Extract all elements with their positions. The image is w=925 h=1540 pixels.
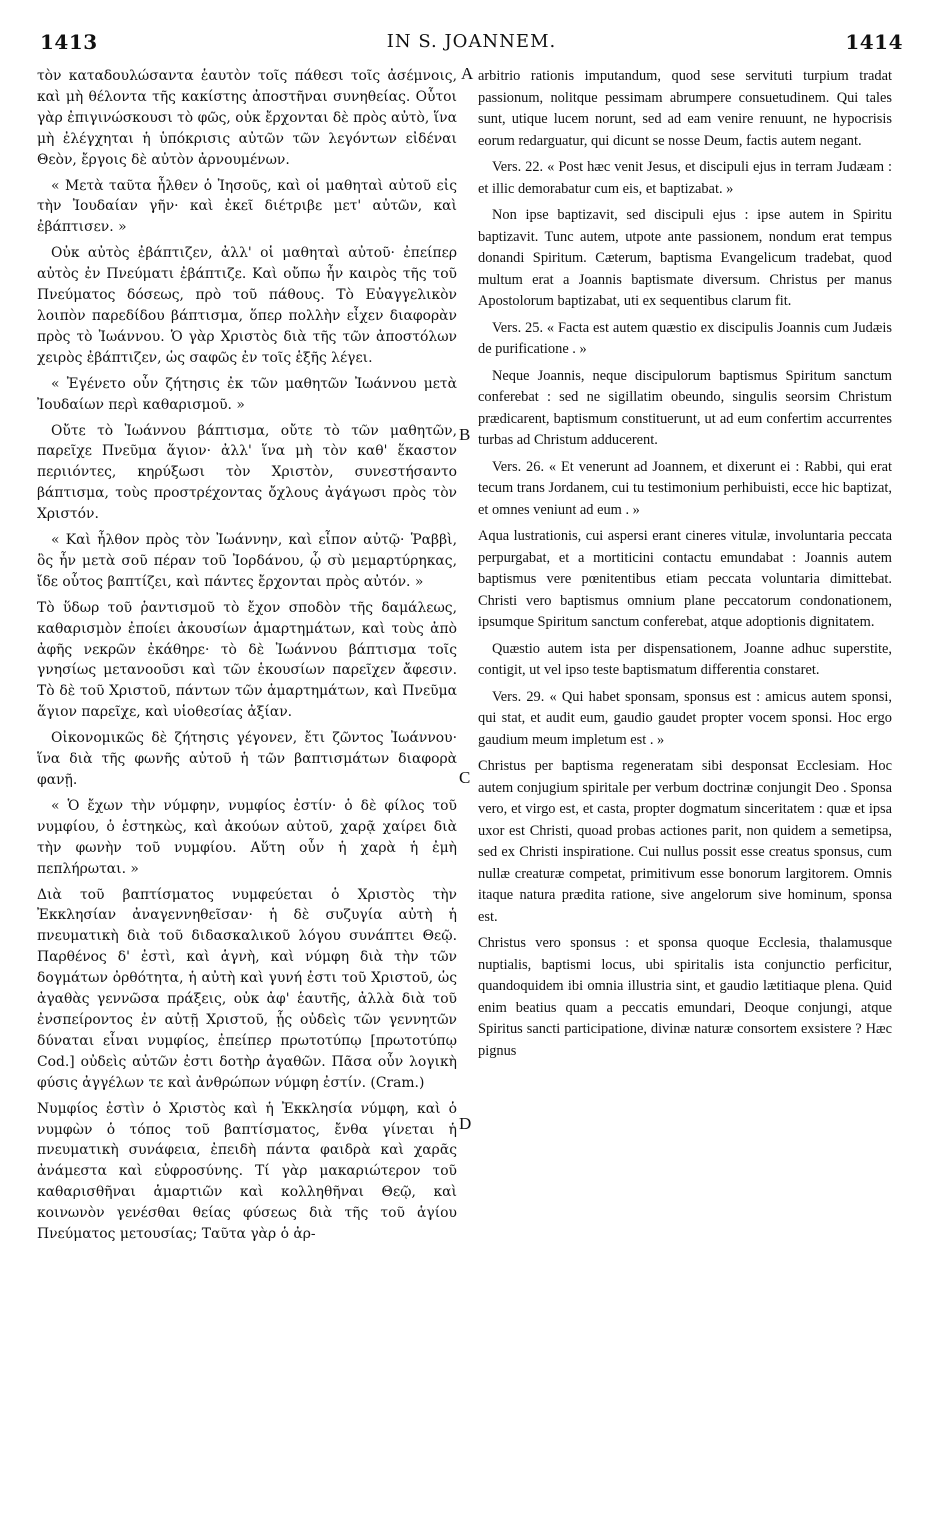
greek-paragraph: Οἰκονομικῶς δὲ ζήτησις γέγονεν, ἔτι ζῶντος Ἰωάννου· ἵνα διὰ τῆς φωνῆς αὐτοῦ ἡ τῶν βαπτισμάτων διαφορὰ φανῇ. (37, 730, 457, 788)
page-number-right: 1414 (845, 30, 903, 54)
greek-paragraph: τὸν καταδουλώσαντα ἑαυτὸν τοῖς πάθεσι τοῖς ἀσέμνοις, καὶ μὴ θέλοντα τῆς κακίστης ἀποστῆναι συνηθείας. Οὗτοι γὰρ ἐπιγινώσκουσι τὸ φῶς, οὐκ ἔρχονται δὲ πρὸς αὐτὸ, ἵνα μὴ ἐλέγχηται ἡ ὑπόκρισις αὐτῶν τῶν λεγόντων εἰδέναι Θεὸν, ἔργοις δὲ αὐτὸν ἀρνουμένων. (37, 68, 457, 168)
latin-verse-quote: Vers. 29. « Qui habet sponsam, sponsus est : amicus autem sponsi, qui stat, et audit eum, gaudio gaudet propter vocem sponsi. Hoc ergo gaudium meum impletum est . » (478, 688, 892, 748)
margin-letter-a: A (461, 64, 474, 83)
latin-verse-quote: Vers. 22. « Post hæc venit Jesus, et discipuli ejus in terram Judæam : et illic demorabatur cum eis, et baptizabat. » (478, 159, 892, 197)
greek-paragraph: Τὸ ὕδωρ τοῦ ῥαντισμοῦ τὸ ἔχον σποδὸν τῆς δαμάλεως, καθαρισμὸν ἐποίει ἀκουσίων ἁμαρτημάτων, καὶ τοὺς ἀπὸ ἀφῆς νεκρῶν ἐκάθηρε· τὸ δὲ Ἰωάννου βάπτισμα τοῖς γνησίως μετανοοῦσι καὶ τῶν ἑκουσίων παρεῖχεν ἄφεσιν. Τὸ δὲ τοῦ Χριστοῦ, πάντων τῶν ἁμαρτημάτων, καὶ Πνεῦμα ἅγιον παρεῖχε, καὶ υἱοθεσίας ἀξίαν. (37, 599, 457, 721)
latin-paragraph: Neque Joannis, neque discipulorum baptismus Spiritum sanctum conferebat : sed ne sigillatim obeundo, singulis seorsim Christum prædicarent, baptismum constituerunt, ut ad eum confertim accurrentes turbas ad Christum adducerent. (478, 367, 892, 448)
page-header (40, 30, 903, 60)
latin-paragraph: Quæstio autem ista per dispensationem, Joanne adhuc superstite, contigit, ut vel ipso teste baptismatum differentia constaret. (478, 640, 892, 678)
greek-verse-quote: « Μετὰ ταῦτα ἦλθεν ὁ Ἰησοῦς, καὶ οἱ μαθηταὶ αὐτοῦ εἰς τὴν Ἰουδαίαν γῆν· καὶ ἐκεῖ διέτριβε μετ' αὐτῶν, καὶ ἐβάπτισεν. » (37, 177, 457, 236)
latin-column (478, 66, 892, 1067)
latin-paragraph: Aqua lustrationis, cui aspersi erant cineres vitulæ, involuntaria peccata perpurgabat, et a mortiticini contactu emundabat : Joannis autem baptismus vere pœnitentibus etiam peccata voluntaria dimittebat. Christi vero baptismus omnium plane peccatorum condonationem, ipsumque Spiritum sanctum conferebat, atque adoptionis dignitatem. (478, 528, 892, 630)
latin-paragraph: Non ipse baptizavit, sed discipuli ejus : ipse autem in Spiritu baptizavit. Tunc autem, utpote ante passionem, nondum erat tempus donandi Spiritum. Cæterum, baptisma Evangelicum tradebat, quod multum erat a Joannis baptismate diversum. Christus per manus Apostolorum baptizabat, uti ex sequentibus clarum fit. (478, 207, 892, 309)
greek-verse-quote: « Καὶ ἦλθον πρὸς τὸν Ἰωάννην, καὶ εἶπον αὐτῷ· Ῥαββὶ, ὃς ἦν μετὰ σοῦ πέραν τοῦ Ἰορδάνου, ᾧ σὺ μεμαρτύρηκας, ἴδε οὗτος βαπτίζει, καὶ πάντες ἔρχονται πρὸς αὐτόν. » (37, 532, 457, 590)
latin-verse-quote: Vers. 26. « Et venerunt ad Joannem, et dixerunt ei : Rabbi, qui erat tecum trans Jordanem, cui tu testimonium perhibuisti, ecce hic baptizat, et omnes veniunt ad eum . » (478, 458, 892, 518)
margin-letter-c: C (459, 768, 471, 787)
greek-verse-quote: « Ὁ ἔχων τὴν νύμφην, νυμφίος ἐστίν· ὁ δὲ φίλος τοῦ νυμφίου, ὁ ἑστηκὼς, καὶ ἀκούων αὐτοῦ, χαρᾷ χαίρει διὰ τὴν φωνὴν τοῦ νυμφίου. Αὕτη οὖν ἡ χαρὰ ἡ ἐμὴ πεπλήρωται. » (37, 797, 457, 877)
greek-column (37, 66, 457, 1250)
greek-paragraph: Οὔτε τὸ Ἰωάννου βάπτισμα, οὔτε τὸ τῶν μαθητῶν, παρεῖχε Πνεῦμα ἅγιον· ἀλλ' ἵνα μὴ τὸν καθ' ἕκαστον περιιόντες, κηρύξωσι τὸν Χριστὸν, συνεστήσαντο βάπτισμα, τοὺς προστρέχοντας ὄχλους ἀγάγωσι πρὸς τὸν Χριστόν. (37, 422, 457, 523)
greek-verse-quote: « Ἐγένετο οὖν ζήτησις ἐκ τῶν μαθητῶν Ἰωάννου μετὰ Ἰουδαίων περὶ καθαρισμοῦ. » (37, 375, 457, 413)
greek-paragraph: Νυμφίος ἐστὶν ὁ Χριστὸς καὶ ἡ Ἐκκλησία νύμφη, καὶ ὁ νυμφὼν ὁ τόπος τοῦ βαπτίσματος, ἔνθα γίνεται ἡ πνευματικὴ συνάφεια, ἐπειδὴ πάντα φαιδρὰ καὶ χαρᾶς ἀνάμεστα καὶ εὐφροσύνης. Τί γὰρ μακαριώτερον τοῦ καθαρισθῆναι ἁμαρτιῶν καὶ κολληθῆναι Θεῷ, καὶ κοινωνὸν γενέσθαι θείας φύσεως διὰ τῆς τοῦ ἁγίου Πνεύματος μετουσίας; Ταῦτα γὰρ ὁ ἀρ- (37, 1100, 457, 1243)
latin-paragraph: arbitrio rationis imputandum, quod sese servituti turpium tradat passionum, nolitque pessimam abrumpere consuetudinem. Qui tales sunt, utique lucem norunt, sed ad eam venire renuunt, ne hypocrisis eorum redarguatur, qui dicunt se nosse Deum, factis autem negant. (478, 68, 892, 149)
greek-paragraph: Οὐκ αὐτὸς ἐβάπτιζεν, ἀλλ' οἱ μαθηταὶ αὐτοῦ· ἐπείπερ αὐτὸς ἐν Πνεύματι ἐβάπτιζε. Καὶ οὔπω ἦν καιρὸς τῆς τοῦ Πνεύματος δόσεως, πρὸ τοῦ πάθους. Τὸ Εὐαγγελικὸν λοιπὸν παρεδίδου βάπτισμα, ὅπερ πολλὴν εἶχεν διαφορὰν πρὸς τὸ Ἰωάννου. Ὁ γὰρ Χριστὸς διὰ τῆς τῶν ἀποστόλων χειρὸς ἐβάπτιζεν, ὡς σαφῶς ἐν τοῖς ἑξῆς λέγει. (37, 245, 457, 366)
page-number-left: 1413 (40, 30, 98, 54)
latin-paragraph: Christus vero sponsus : et sponsa quoque Ecclesia, thalamusque nuptialis, baptismi locus, ubi spiritalis ista conjunctio perficitur, quandoquidem ibi omnia illustria sint, et gaudio lætitiaque plena. Quid enim beatius quam a peccatis emundari, Deoque conjungi, atque Spiritus sancti participatione, divinæ naturæ consortem exsistere ? Hæc pignus (478, 935, 892, 1059)
margin-letter-d: D (459, 1114, 472, 1133)
latin-verse-quote: Vers. 25. « Facta est autem quæstio ex discipulis Joannis cum Judæis de purificatione . » (478, 319, 892, 357)
latin-paragraph: Christus per baptisma regeneratam sibi desponsat Ecclesiam. Hoc autem conjugium spiritale per verbum doctrinæ conjungit Deo . Sponsa vero, et virgo est, et casta, propter dogmatum sinceritatem : quæ et ipsa uxor est Christi, quoad probas actiones parit, non quidem a semetipsa, sed ex Christi inspiratione. Cui nullus possit esse creatus sponsus, cum nullæ creaturæ competat, primitivum esse bonorum largitorem. Omnis itaque natura prædita ratione, sive angelorum sive hominum, sponsa est. (478, 758, 892, 925)
margin-letter-b: B (459, 425, 471, 444)
running-title: IN S. JOANNEM. (386, 31, 557, 52)
greek-paragraph: Διὰ τοῦ βαπτίσματος νυμφεύεται ὁ Χριστὸς τὴν Ἐκκλησίαν ἀναγεννηθεῖσαν· ἡ δὲ συζυγία αὐτὴ ἡ πνευματικὴ διὰ τοῦ διδασκαλικοῦ λόγου συνάπτει Θεῷ. Παρθένος δ' ἐστὶ, καὶ ἁγνὴ, καὶ νύμφη διὰ τὴν τῶν δογμάτων ὀρθότητα, ἡ αὐτὴ καὶ γυνή ἐστι τοῦ Χριστοῦ, ὡς ἀγαθὰς γεννῶσα πράξεις, οὐκ ἀφ' ἑαυτῆς, ἀλλὰ διὰ τοῦ ἐνσπείροντος ἐν αὐτῇ Χριστοῦ, ᾗς οὐδεὶς τῶν γεννητῶν δύναται εἶναι νυμφίος, ἐπείπερ πρωτοτύπῳ [πρωτοτύπῳ Cod.] οὐδεὶς αὐτῶν ἐστι δοτὴρ ἀγαθῶν. Πᾶσα οὖν λογικὴ φύσις ἀγγέλων τε καὶ ἀνθρώπων νύμφη ἐστίν. (Cram.) (37, 886, 457, 1091)
